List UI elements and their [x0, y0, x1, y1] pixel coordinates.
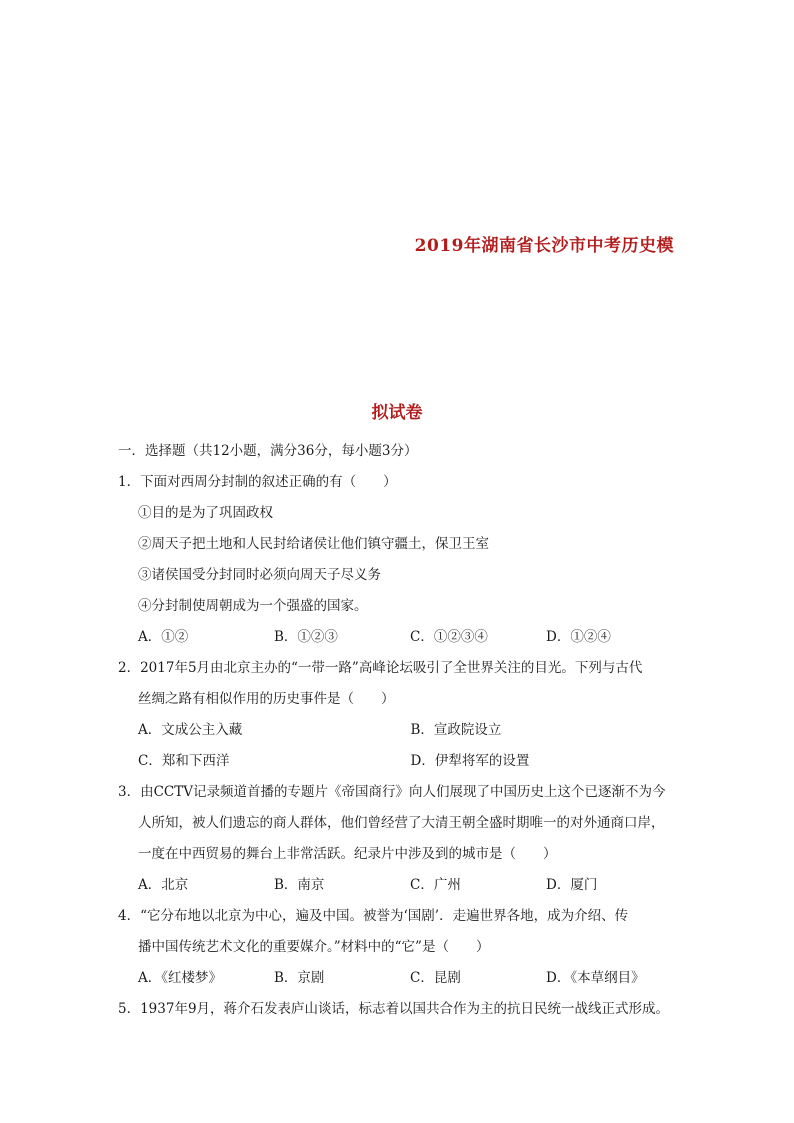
answer-options [118, 622, 683, 653]
question-2 [118, 653, 683, 777]
option-b: B．①②③ [274, 629, 338, 645]
question-stem-continued: 丝绸之路有相似作用的历史事件是（ ） [138, 691, 395, 707]
statement-item: ④分封制使周朝成为一个强盛的国家。 [138, 598, 368, 614]
exam-content [118, 436, 683, 1025]
option-d: D．《本草纲目》 [546, 970, 645, 986]
exam-title: 2019年湖南省长沙市中考历史模 [414, 236, 674, 256]
question-stem: 1．下面对西周分封制的叙述正确的有（ ） [118, 474, 397, 490]
option-c: C．①②③④ [410, 629, 488, 645]
question-4 [118, 901, 683, 994]
question-5 [118, 994, 683, 1025]
question-3 [118, 777, 683, 901]
option-b: B．宣政院设立 [410, 722, 502, 738]
option-a: A．文成公主入藏 [138, 722, 243, 738]
answer-options [118, 715, 683, 746]
answer-options [118, 870, 683, 901]
question-stem-continued: 一度在中西贸易的舞台上非常活跃。纪录片中涉及到的城市是（ ） [138, 846, 557, 862]
statement-item: ②周天子把土地和人民封给诸侯让他们镇守疆土，保卫王室 [138, 536, 489, 552]
option-a: A．北京 [138, 877, 189, 893]
option-d: D．①②④ [546, 629, 611, 645]
question-stem: 2．2017年5月由北京主办的“一带一路”高峰论坛吸引了全世界关注的目光。下列与古代 [118, 660, 643, 676]
option-d: D．厦门 [546, 877, 598, 893]
option-a: A．①② [138, 629, 189, 645]
option-b: B．京剧 [274, 970, 325, 986]
answer-options [118, 963, 683, 994]
option-a: A．《红楼梦》 [138, 970, 222, 986]
option-b: B．南京 [274, 877, 325, 893]
option-c: C．郑和下西洋 [138, 753, 230, 769]
question-1 [118, 467, 683, 653]
question-stem-continued: 播中国传统艺术文化的重要媒介。”材料中的“它”是（ ） [138, 939, 490, 955]
option-c: C．广州 [410, 877, 461, 893]
question-stem-continued: 人所知，被人们遗忘的商人群体，他们曾经营了大清王朝全盛时期唯一的对外通商口岸， [138, 815, 665, 831]
section-heading: 一．选择题（共12小题，满分36分，每小题3分） [118, 443, 418, 459]
answer-options [118, 746, 683, 777]
statement-item: ①目的是为了巩固政权 [138, 505, 273, 521]
exam-title-continued: 拟试卷 [371, 403, 423, 423]
option-c: C．昆剧 [410, 970, 461, 986]
option-d: D．伊犁将军的设置 [410, 753, 530, 769]
question-stem: 5．1937年9月，蒋介石发表庐山谈话，标志着以国共合作为主的抗日民统一战线正式形成。 [118, 1001, 670, 1017]
question-stem: 3．由CCTV记录频道首播的专题片《帝国商行》向人们展现了中国历史上这个已逐渐不为今 [118, 784, 666, 800]
question-stem: 4．“它分布地以北京为中心，遍及中国。被誉为‘国剧’．走遍世界各地，成为介绍、传 [118, 908, 629, 924]
statement-item: ③诸侯国受分封同时必须向周天子尽义务 [138, 567, 381, 583]
